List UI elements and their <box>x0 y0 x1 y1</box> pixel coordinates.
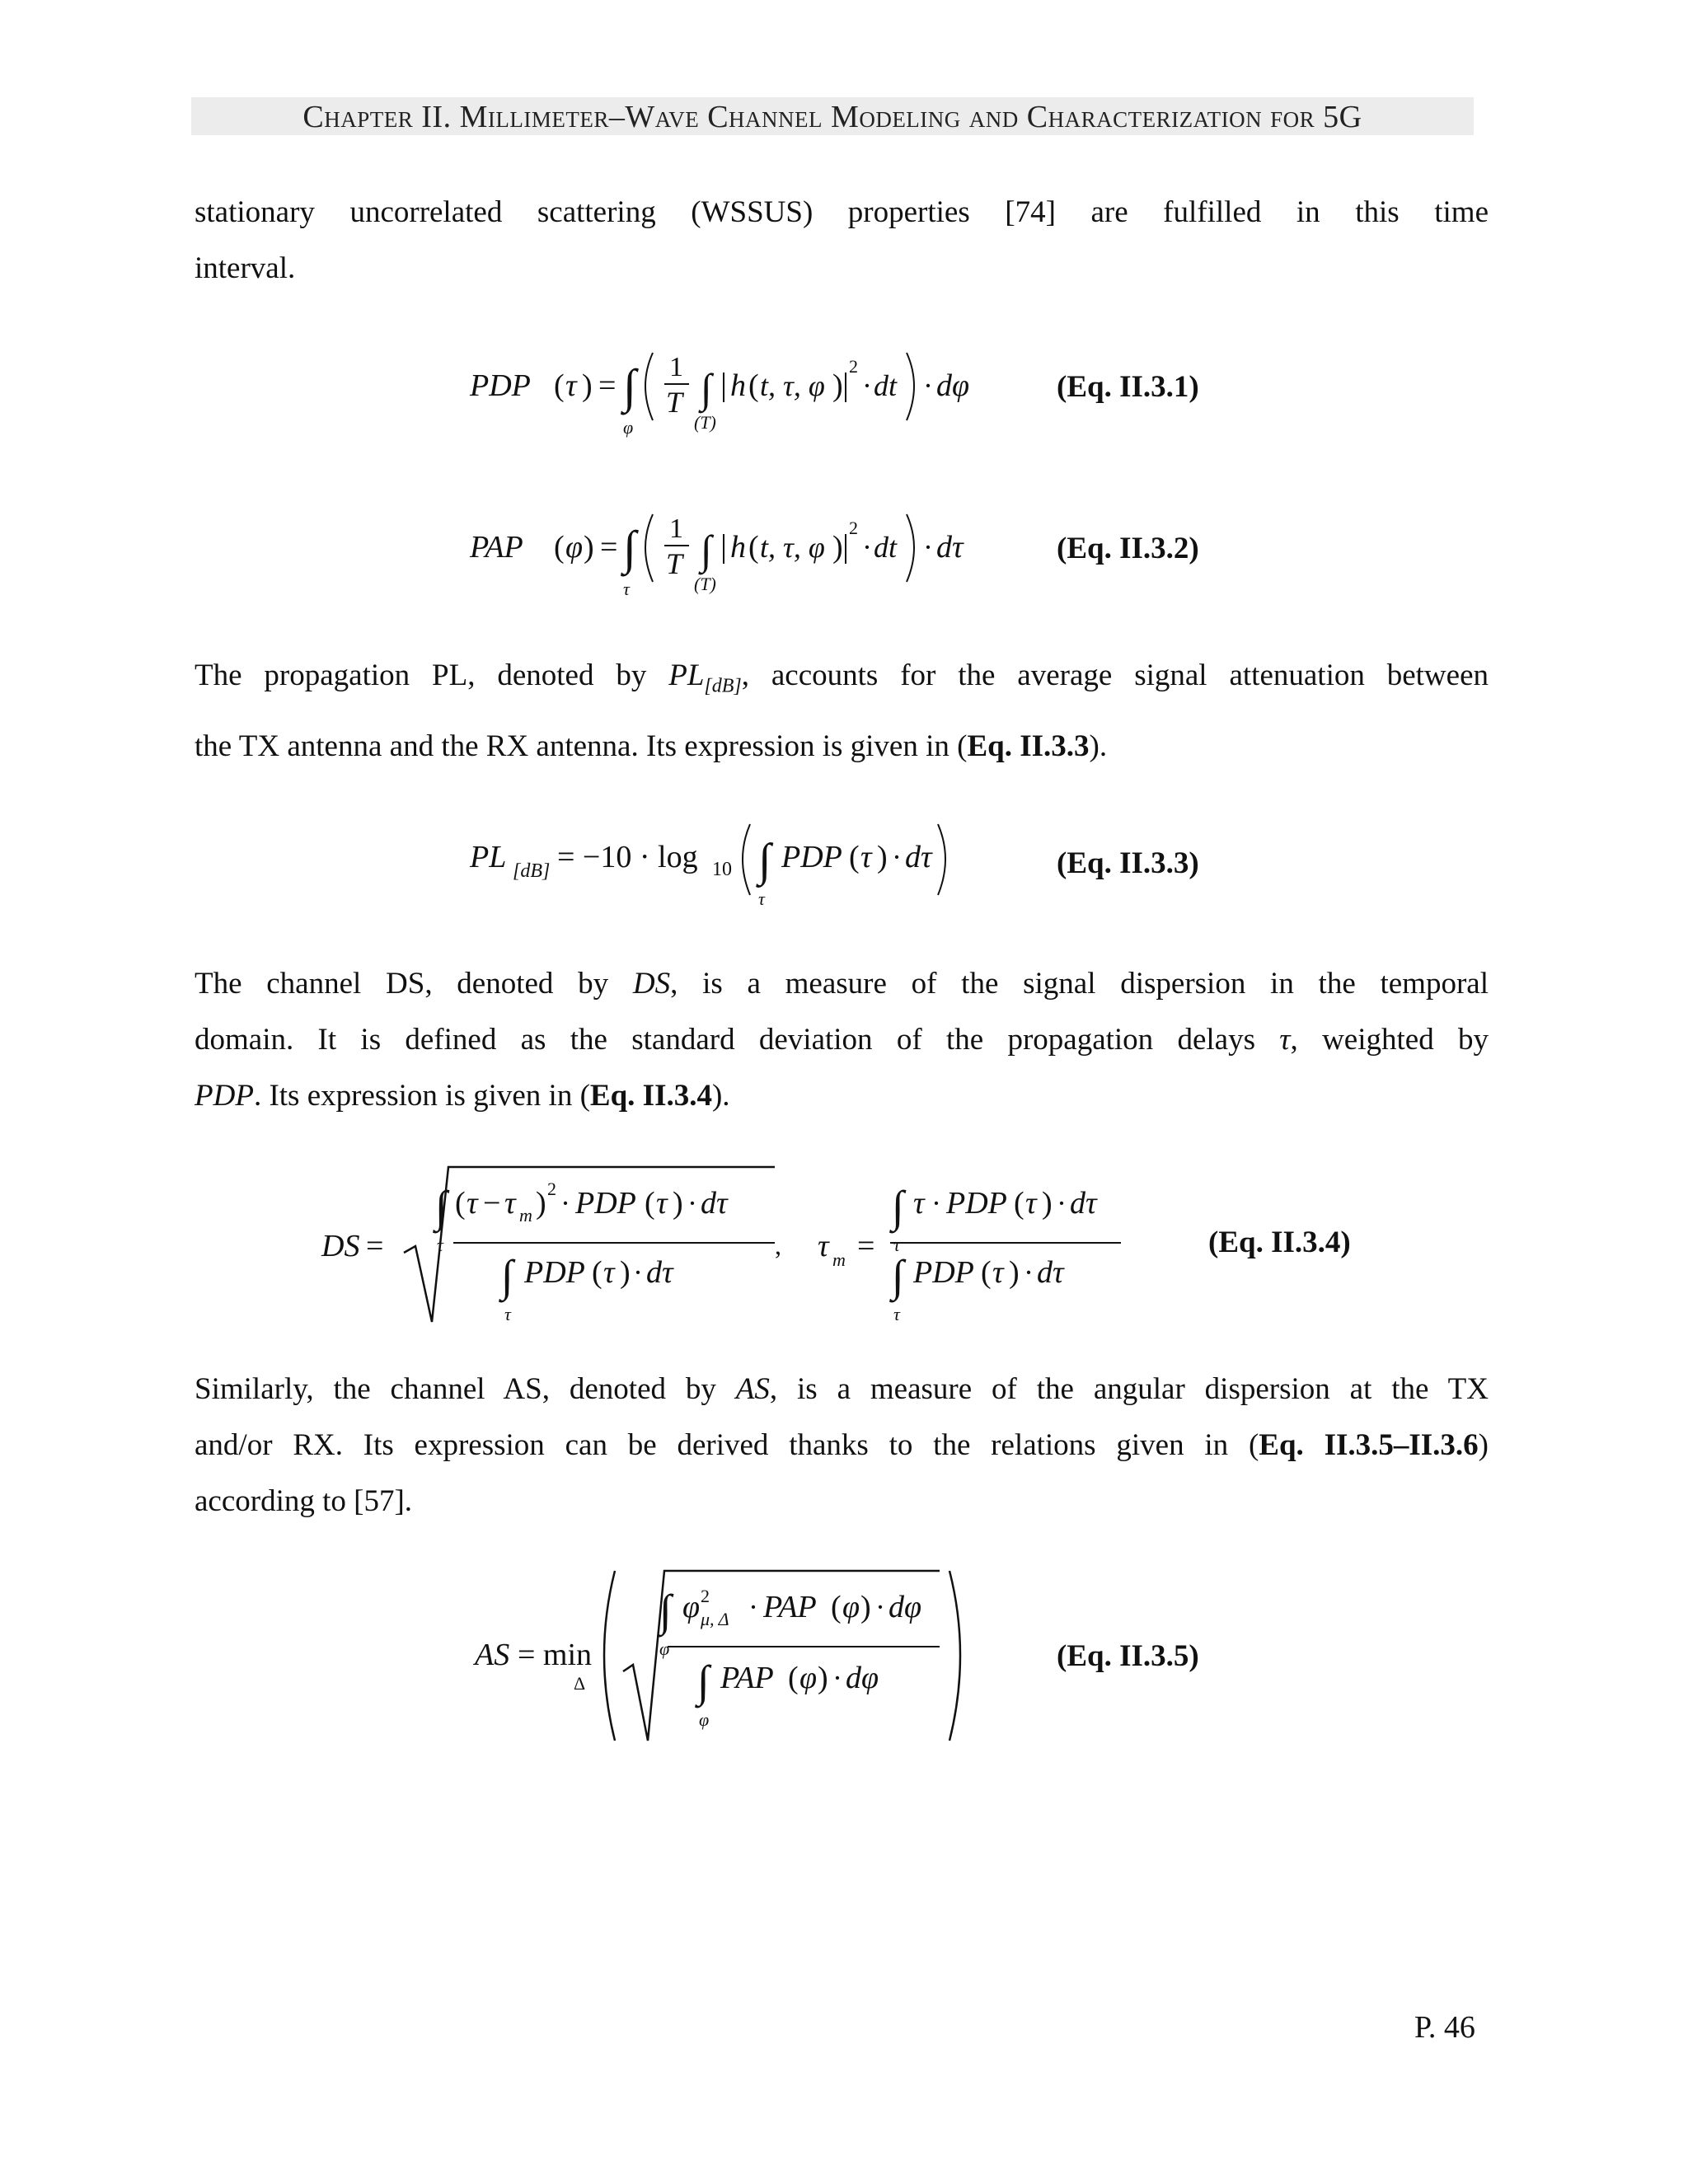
svg-text:1: 1 <box>669 513 683 544</box>
svg-text:φ: φ <box>699 1709 710 1730</box>
svg-text:(: ( <box>455 1186 466 1221</box>
eq3-label: (Eq. II.3.3) <box>1057 846 1199 880</box>
svg-text:h: h <box>730 530 746 565</box>
svg-text:): ) <box>832 368 843 403</box>
svg-text:φ: φ <box>623 417 634 438</box>
svg-text:τ: τ <box>758 888 765 909</box>
svg-text:): ) <box>860 1590 871 1624</box>
svg-text:PDP: PDP <box>946 1186 1007 1221</box>
pl-subscript: [dB] <box>704 675 742 697</box>
svg-text:dτ: dτ <box>646 1255 673 1290</box>
svg-text:): ) <box>877 840 888 874</box>
equation-path-loss <box>462 808 989 931</box>
svg-text:m: m <box>519 1205 532 1226</box>
svg-text:10: 10 <box>712 859 732 880</box>
svg-text:[dB]: [dB] <box>513 860 551 882</box>
svg-text:φ: φ <box>682 1590 701 1624</box>
ds-line-1 <box>195 966 1489 1001</box>
svg-text:·: · <box>931 1187 941 1220</box>
svg-text:·: · <box>923 369 933 402</box>
svg-text:DS: DS <box>321 1229 360 1263</box>
svg-text:dφ: dφ <box>889 1590 922 1624</box>
ds-text-3: domain. It is defined as the standard deviation of the propagation delays <box>195 1023 1280 1057</box>
svg-text:dτ: dτ <box>1070 1186 1097 1221</box>
ds-line-3 <box>195 1078 730 1113</box>
chapter-title: Chapter II. Millimeter–Wave Channel Modeling and Characterization for 5G <box>302 100 1362 134</box>
svg-text:dt: dt <box>874 531 898 564</box>
running-header <box>191 97 1474 135</box>
svg-text:PDP: PDP <box>524 1255 585 1290</box>
as-text-2: , is a measure of the angular dispersion at the TX <box>769 1372 1489 1406</box>
svg-text:m: m <box>832 1249 846 1270</box>
svg-text:τ: τ <box>818 1229 829 1263</box>
svg-text:τ: τ <box>603 1255 615 1290</box>
ds-symbol: DS <box>632 967 671 1001</box>
svg-text:h: h <box>730 368 746 403</box>
svg-text:): ) <box>673 1186 683 1221</box>
pl-symbol: PL <box>668 658 705 692</box>
svg-text:dτ: dτ <box>936 530 964 565</box>
ds-eq-ref: Eq. II.3.4 <box>589 1079 712 1113</box>
svg-text:=: = <box>857 1229 875 1263</box>
svg-text:dτ: dτ <box>905 840 932 874</box>
svg-text:(: ( <box>645 1186 655 1221</box>
as-line-1 <box>195 1371 1489 1407</box>
svg-text:∫: ∫ <box>892 1182 904 1231</box>
svg-text:·: · <box>633 1256 643 1289</box>
svg-text:φ: φ <box>565 530 584 565</box>
eq4-label: (Eq. II.3.4) <box>1208 1226 1351 1259</box>
pl-text-2: , accounts for the average signal attenuation between <box>741 658 1489 692</box>
svg-text:∫: ∫ <box>435 1182 448 1231</box>
svg-text:=: = <box>598 368 617 403</box>
svg-text:PL: PL <box>470 840 507 874</box>
svg-text:·: · <box>832 1661 842 1694</box>
svg-text:= −10 · log: = −10 · log <box>557 840 698 874</box>
eq1-label: (Eq. II.3.1) <box>1057 370 1199 404</box>
page-number: P. 46 <box>1414 2010 1475 2045</box>
svg-text:PDP: PDP <box>575 1186 636 1221</box>
svg-text:PDP: PDP <box>913 1255 974 1290</box>
svg-text:(: ( <box>981 1255 992 1290</box>
equation-angular-spread <box>462 1558 989 1755</box>
svg-text:τ: τ <box>860 840 872 874</box>
svg-text:): ) <box>1042 1186 1053 1221</box>
svg-text:Δ: Δ <box>574 1673 586 1694</box>
svg-text:dτ: dτ <box>701 1186 728 1221</box>
pl-text-4: ). <box>1089 729 1108 763</box>
svg-text:∫: ∫ <box>701 527 712 573</box>
as-line-3: according to [57]. <box>195 1484 413 1518</box>
as-eq-ref: Eq. II.3.5–II.3.6 <box>1259 1428 1479 1462</box>
svg-text:τ: τ <box>437 1235 443 1255</box>
svg-text:): ) <box>818 1661 828 1695</box>
svg-text:(: ( <box>1014 1186 1025 1221</box>
equation-delay-spread <box>313 1146 1137 1343</box>
tau-symbol: τ <box>1279 1023 1291 1057</box>
svg-text:): ) <box>1009 1255 1020 1290</box>
as-text-3: and/or RX. Its expression can be derived thanks to the relations given in ( <box>195 1428 1259 1462</box>
svg-text:∫: ∫ <box>623 359 636 413</box>
svg-text:=: = <box>600 530 618 565</box>
svg-text:τ: τ <box>913 1186 925 1221</box>
svg-text:2: 2 <box>547 1179 556 1199</box>
svg-text:∫: ∫ <box>697 1657 710 1706</box>
svg-text:T: T <box>666 386 683 419</box>
svg-text:·: · <box>862 369 872 402</box>
svg-text:dφ: dφ <box>846 1661 879 1695</box>
svg-text:(: ( <box>831 1590 842 1624</box>
svg-text:dt: dt <box>874 369 898 402</box>
svg-text:(: ( <box>554 368 565 403</box>
pl-text-3: the TX antenna and the RX antenna. Its expression is given in ( <box>195 729 968 763</box>
svg-text:=: = <box>366 1229 384 1263</box>
as-text-1: Similarly, the channel AS, denoted by <box>195 1372 736 1406</box>
svg-text:2: 2 <box>849 356 858 377</box>
svg-text:·: · <box>862 531 872 564</box>
ds-text-2: , is a measure of the signal dispersion in the temporal <box>670 967 1489 1001</box>
pl-text-1: The propagation PL, denoted by <box>195 658 669 692</box>
ds-line-2 <box>195 1022 1489 1057</box>
svg-text:): ) <box>536 1186 546 1221</box>
svg-text:PAP: PAP <box>763 1590 817 1624</box>
svg-text:(: ( <box>748 530 759 565</box>
svg-text:τ: τ <box>893 1304 900 1324</box>
eq2-lhs: PAP <box>470 530 523 565</box>
svg-text:∫: ∫ <box>892 1251 904 1301</box>
svg-text:·: · <box>560 1187 570 1220</box>
svg-text:τ: τ <box>656 1186 668 1221</box>
as-line-2 <box>195 1427 1489 1463</box>
svg-text:∫: ∫ <box>501 1251 513 1301</box>
svg-text:·: · <box>748 1591 758 1624</box>
eq1-lhs: PDP <box>470 368 531 403</box>
svg-text:τ: τ <box>504 1304 511 1324</box>
svg-text:·: · <box>923 531 933 564</box>
svg-text:= min: = min <box>518 1638 593 1672</box>
svg-text:τ: τ <box>565 368 577 403</box>
svg-text:τ: τ <box>893 1235 900 1255</box>
intro-line-1: stationary uncorrelated scattering (WSSUS) properties [74] are fulfilled in this time <box>195 195 1489 229</box>
intro-line-2: interval. <box>195 251 296 285</box>
svg-text:φ: φ <box>842 1590 860 1624</box>
svg-text:): ) <box>584 530 594 565</box>
svg-text:τ: τ <box>504 1186 516 1221</box>
svg-text:(: ( <box>788 1661 799 1695</box>
as-text-4: ) <box>1478 1428 1489 1462</box>
svg-text:PDP: PDP <box>781 840 842 874</box>
pdp-symbol: PDP <box>195 1079 254 1113</box>
svg-text:,: , <box>775 1230 781 1260</box>
svg-text:φ: φ <box>659 1638 670 1659</box>
svg-text:τ: τ <box>992 1255 1004 1290</box>
svg-text:1: 1 <box>669 352 683 382</box>
svg-text:·: · <box>1057 1187 1067 1220</box>
svg-text:−: − <box>483 1186 501 1221</box>
svg-text:·: · <box>687 1187 697 1220</box>
svg-text:AS: AS <box>475 1638 510 1672</box>
as-symbol: AS <box>735 1372 770 1406</box>
svg-text:2: 2 <box>701 1586 710 1606</box>
svg-text:(T): (T) <box>694 412 716 433</box>
pl-line-2 <box>195 729 1107 764</box>
ds-text-5: . Its expression is given in ( <box>253 1079 590 1113</box>
svg-text:τ: τ <box>1025 1186 1037 1221</box>
svg-text:t, τ, φ: t, τ, φ <box>760 369 825 402</box>
svg-text:τ: τ <box>467 1186 478 1221</box>
svg-text:∫: ∫ <box>758 835 771 886</box>
eq5-label: (Eq. II.3.5) <box>1057 1639 1199 1673</box>
svg-text:(: ( <box>849 840 860 874</box>
svg-text:(: ( <box>592 1255 603 1290</box>
svg-text:·: · <box>875 1591 885 1624</box>
svg-text:φ: φ <box>799 1661 818 1695</box>
svg-text:2: 2 <box>849 518 858 538</box>
svg-text:∫: ∫ <box>623 521 636 574</box>
svg-text:T: T <box>666 547 683 580</box>
pl-line-1 <box>195 658 1489 697</box>
svg-text:dφ: dφ <box>936 368 970 403</box>
svg-text:): ) <box>832 530 843 565</box>
pl-eq-ref: Eq. II.3.3 <box>967 729 1090 763</box>
equation-pap <box>462 466 997 607</box>
svg-text:): ) <box>582 368 593 403</box>
equation-pdp <box>462 305 997 445</box>
ds-text-1: The channel DS, denoted by <box>195 967 633 1001</box>
svg-text:t, τ, φ: t, τ, φ <box>760 531 825 564</box>
svg-text:(: ( <box>748 368 759 403</box>
svg-text:·: · <box>1024 1256 1034 1289</box>
svg-text:∫: ∫ <box>701 365 712 411</box>
svg-text:(: ( <box>554 530 565 565</box>
svg-text:·: · <box>892 841 902 874</box>
svg-text:∫: ∫ <box>659 1586 672 1635</box>
svg-text:(T): (T) <box>694 574 716 594</box>
svg-text:PAP: PAP <box>720 1661 774 1695</box>
svg-text:dτ: dτ <box>1037 1255 1064 1290</box>
ds-text-6: ). <box>711 1079 730 1113</box>
svg-text:τ: τ <box>623 579 630 599</box>
svg-text:μ, Δ: μ, Δ <box>701 1609 729 1629</box>
ds-text-4: , weighted by <box>1290 1023 1489 1057</box>
eq2-label: (Eq. II.3.2) <box>1057 532 1199 565</box>
svg-text:): ) <box>620 1255 631 1290</box>
